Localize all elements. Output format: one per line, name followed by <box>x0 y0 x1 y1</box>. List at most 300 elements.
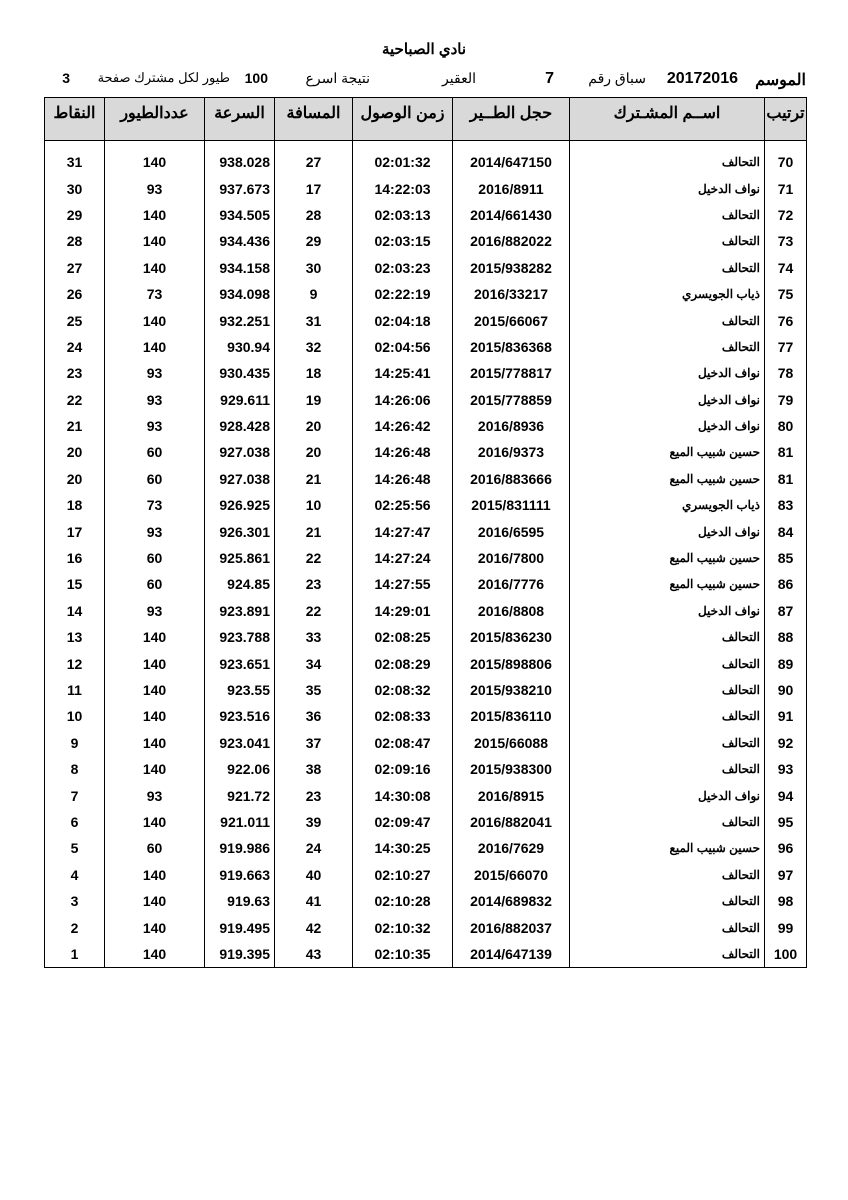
header-rank: ترتيب <box>765 98 807 141</box>
cell-speed: 927.038 <box>205 439 275 465</box>
cell-points: 21 <box>45 413 105 439</box>
cell-arrival-time: 14:27:47 <box>353 518 453 544</box>
cell-rank: 84 <box>765 518 807 544</box>
cell-arrival-time: 02:25:56 <box>353 492 453 518</box>
cell-bird-ring: 2015/66070 <box>453 862 570 888</box>
cell-participant-name: ذياب الجويسري <box>570 492 765 518</box>
cell-points: 27 <box>45 255 105 281</box>
cell-bird-count: 140 <box>105 202 205 228</box>
cell-points: 22 <box>45 387 105 413</box>
cell-points: 30 <box>45 175 105 201</box>
table-row <box>45 466 807 492</box>
page-number: 3 <box>62 70 70 86</box>
cell-bird-ring: 2014/647150 <box>453 149 570 175</box>
cell-points: 15 <box>45 571 105 597</box>
cell-arrival-time: 02:10:32 <box>353 914 453 940</box>
table-row <box>45 650 807 676</box>
table-row <box>45 809 807 835</box>
cell-arrival-time: 02:10:35 <box>353 941 453 968</box>
cell-participant-name: نواف الدخيل <box>570 518 765 544</box>
cell-distance: 42 <box>275 914 353 940</box>
cell-bird-ring: 2015/938300 <box>453 756 570 782</box>
cell-arrival-time: 14:30:25 <box>353 835 453 861</box>
cell-rank: 88 <box>765 624 807 650</box>
cell-bird-ring: 2015/836368 <box>453 334 570 360</box>
cell-participant-name: حسين شبيب الميع <box>570 466 765 492</box>
cell-speed: 928.428 <box>205 413 275 439</box>
cell-bird-ring: 2016/882041 <box>453 809 570 835</box>
cell-rank: 80 <box>765 413 807 439</box>
cell-rank: 76 <box>765 307 807 333</box>
cell-participant-name: ذياب الجويسري <box>570 281 765 307</box>
cell-speed: 919.663 <box>205 862 275 888</box>
header-arrival-time: زمن الوصول <box>353 98 453 141</box>
cell-rank: 77 <box>765 334 807 360</box>
header-points: النقاط <box>45 98 105 141</box>
cell-arrival-time: 14:26:48 <box>353 466 453 492</box>
cell-participant-name: نواف الدخيل <box>570 598 765 624</box>
cell-rank: 78 <box>765 360 807 386</box>
cell-participant-name: حسين شبيب الميع <box>570 571 765 597</box>
table-row <box>45 862 807 888</box>
cell-distance: 23 <box>275 571 353 597</box>
cell-arrival-time: 02:22:19 <box>353 281 453 307</box>
cell-bird-ring: 2016/8936 <box>453 413 570 439</box>
table-row <box>45 941 807 968</box>
cell-speed: 934.158 <box>205 255 275 281</box>
cell-distance: 31 <box>275 307 353 333</box>
cell-rank: 79 <box>765 387 807 413</box>
cell-speed: 926.301 <box>205 518 275 544</box>
cell-participant-name: التحالف <box>570 228 765 254</box>
cell-rank: 96 <box>765 835 807 861</box>
cell-bird-ring: 2016/7629 <box>453 835 570 861</box>
cell-rank: 81 <box>765 439 807 465</box>
birds-per-member-label: طيور لكل مشترك صفحة <box>97 70 230 85</box>
cell-bird-ring: 2015/898806 <box>453 650 570 676</box>
cell-distance: 23 <box>275 782 353 808</box>
cell-arrival-time: 14:26:06 <box>353 387 453 413</box>
cell-bird-ring: 2016/883666 <box>453 466 570 492</box>
cell-arrival-time: 02:04:18 <box>353 307 453 333</box>
cell-bird-count: 140 <box>105 941 205 968</box>
cell-bird-count: 60 <box>105 545 205 571</box>
cell-rank: 92 <box>765 730 807 756</box>
cell-arrival-time: 02:10:28 <box>353 888 453 914</box>
table-row <box>45 492 807 518</box>
cell-bird-count: 140 <box>105 703 205 729</box>
table-row <box>45 835 807 861</box>
cell-participant-name: التحالف <box>570 650 765 676</box>
cell-speed: 923.55 <box>205 677 275 703</box>
cell-arrival-time: 14:26:48 <box>353 439 453 465</box>
table-row <box>45 598 807 624</box>
cell-points: 10 <box>45 703 105 729</box>
cell-bird-count: 140 <box>105 307 205 333</box>
cell-participant-name: التحالف <box>570 862 765 888</box>
cell-participant-name: التحالف <box>570 941 765 968</box>
table-row <box>45 360 807 386</box>
cell-speed: 927.038 <box>205 466 275 492</box>
cell-distance: 20 <box>275 439 353 465</box>
cell-bird-count: 93 <box>105 387 205 413</box>
table-row <box>45 703 807 729</box>
cell-participant-name: التحالف <box>570 809 765 835</box>
cell-points: 31 <box>45 149 105 175</box>
cell-rank: 73 <box>765 228 807 254</box>
cell-rank: 99 <box>765 914 807 940</box>
cell-arrival-time: 14:22:03 <box>353 175 453 201</box>
race-location: العقير <box>442 70 476 86</box>
cell-bird-count: 60 <box>105 835 205 861</box>
cell-rank: 97 <box>765 862 807 888</box>
cell-points: 17 <box>45 518 105 544</box>
table-row <box>45 677 807 703</box>
cell-speed: 934.436 <box>205 228 275 254</box>
cell-bird-count: 140 <box>105 650 205 676</box>
cell-bird-ring: 2016/882022 <box>453 228 570 254</box>
cell-points: 26 <box>45 281 105 307</box>
cell-rank: 81 <box>765 466 807 492</box>
cell-bird-ring: 2015/938210 <box>453 677 570 703</box>
header-participant-name: اســم المشـترك <box>570 98 765 141</box>
header-bird-count: عددالطيور <box>105 98 205 141</box>
cell-rank: 91 <box>765 703 807 729</box>
table-row <box>45 571 807 597</box>
cell-bird-count: 73 <box>105 281 205 307</box>
table-row <box>45 307 807 333</box>
cell-points: 29 <box>45 202 105 228</box>
result-label: نتيجة اسرع <box>305 70 370 86</box>
cell-participant-name: التحالف <box>570 730 765 756</box>
cell-distance: 27 <box>275 149 353 175</box>
cell-distance: 18 <box>275 360 353 386</box>
table-row <box>45 439 807 465</box>
cell-distance: 21 <box>275 466 353 492</box>
cell-participant-name: التحالف <box>570 756 765 782</box>
header-spacer-row <box>45 141 807 150</box>
cell-speed: 923.516 <box>205 703 275 729</box>
cell-participant-name: التحالف <box>570 149 765 175</box>
table-row <box>45 413 807 439</box>
table-row <box>45 281 807 307</box>
cell-points: 5 <box>45 835 105 861</box>
table-row <box>45 914 807 940</box>
cell-bird-count: 60 <box>105 571 205 597</box>
table-row <box>45 782 807 808</box>
cell-points: 11 <box>45 677 105 703</box>
cell-distance: 30 <box>275 255 353 281</box>
cell-bird-count: 140 <box>105 149 205 175</box>
cell-points: 7 <box>45 782 105 808</box>
cell-speed: 937.673 <box>205 175 275 201</box>
cell-points: 16 <box>45 545 105 571</box>
cell-distance: 17 <box>275 175 353 201</box>
cell-participant-name: حسين شبيب الميع <box>570 835 765 861</box>
header-distance: المسافة <box>275 98 353 141</box>
cell-participant-name: التحالف <box>570 307 765 333</box>
cell-rank: 89 <box>765 650 807 676</box>
cell-speed: 921.72 <box>205 782 275 808</box>
cell-rank: 83 <box>765 492 807 518</box>
result-count: 100 <box>244 70 268 86</box>
table-row <box>45 730 807 756</box>
cell-points: 13 <box>45 624 105 650</box>
cell-participant-name: التحالف <box>570 914 765 940</box>
cell-distance: 10 <box>275 492 353 518</box>
cell-participant-name: نواف الدخيل <box>570 387 765 413</box>
cell-speed: 930.94 <box>205 334 275 360</box>
cell-bird-ring: 2014/661430 <box>453 202 570 228</box>
cell-arrival-time: 14:30:08 <box>353 782 453 808</box>
cell-participant-name: التحالف <box>570 255 765 281</box>
cell-rank: 85 <box>765 545 807 571</box>
cell-bird-count: 93 <box>105 598 205 624</box>
cell-points: 28 <box>45 228 105 254</box>
table-row <box>45 518 807 544</box>
cell-participant-name: حسين شبيب الميع <box>570 545 765 571</box>
cell-bird-ring: 2015/778817 <box>453 360 570 386</box>
cell-bird-count: 140 <box>105 624 205 650</box>
cell-arrival-time: 02:08:25 <box>353 624 453 650</box>
cell-bird-count: 140 <box>105 730 205 756</box>
cell-points: 2 <box>45 914 105 940</box>
race-info-bar <box>44 68 806 92</box>
cell-speed: 923.788 <box>205 624 275 650</box>
cell-participant-name: التحالف <box>570 202 765 228</box>
cell-arrival-time: 02:08:32 <box>353 677 453 703</box>
cell-distance: 37 <box>275 730 353 756</box>
cell-participant-name: التحالف <box>570 624 765 650</box>
cell-arrival-time: 02:08:29 <box>353 650 453 676</box>
cell-points: 4 <box>45 862 105 888</box>
cell-distance: 35 <box>275 677 353 703</box>
cell-speed: 925.861 <box>205 545 275 571</box>
cell-bird-count: 140 <box>105 228 205 254</box>
cell-speed: 921.011 <box>205 809 275 835</box>
cell-bird-count: 140 <box>105 677 205 703</box>
cell-arrival-time: 14:29:01 <box>353 598 453 624</box>
race-number: 7 <box>545 70 554 87</box>
cell-arrival-time: 14:26:42 <box>353 413 453 439</box>
cell-arrival-time: 02:03:23 <box>353 255 453 281</box>
cell-bird-ring: 2015/836110 <box>453 703 570 729</box>
cell-bird-count: 93 <box>105 782 205 808</box>
cell-distance: 9 <box>275 281 353 307</box>
table-row <box>45 149 807 175</box>
cell-points: 9 <box>45 730 105 756</box>
cell-distance: 34 <box>275 650 353 676</box>
cell-distance: 32 <box>275 334 353 360</box>
cell-speed: 923.041 <box>205 730 275 756</box>
table-row <box>45 387 807 413</box>
cell-participant-name: نواف الدخيل <box>570 175 765 201</box>
cell-points: 20 <box>45 439 105 465</box>
cell-bird-ring: 2016/9373 <box>453 439 570 465</box>
cell-speed: 923.891 <box>205 598 275 624</box>
header-speed: السرعة <box>205 98 275 141</box>
cell-bird-ring: 2016/7776 <box>453 571 570 597</box>
cell-speed: 919.395 <box>205 941 275 968</box>
cell-bird-count: 93 <box>105 518 205 544</box>
table-row <box>45 888 807 914</box>
cell-bird-ring: 2015/66088 <box>453 730 570 756</box>
cell-bird-ring: 2014/689832 <box>453 888 570 914</box>
cell-bird-ring: 2016/8915 <box>453 782 570 808</box>
cell-rank: 86 <box>765 571 807 597</box>
cell-speed: 934.505 <box>205 202 275 228</box>
cell-bird-count: 73 <box>105 492 205 518</box>
cell-arrival-time: 02:10:27 <box>353 862 453 888</box>
cell-rank: 74 <box>765 255 807 281</box>
cell-participant-name: التحالف <box>570 677 765 703</box>
cell-arrival-time: 02:04:56 <box>353 334 453 360</box>
table-row <box>45 255 807 281</box>
cell-distance: 24 <box>275 835 353 861</box>
cell-rank: 93 <box>765 756 807 782</box>
cell-distance: 22 <box>275 598 353 624</box>
season-value: 20172016 <box>666 70 738 87</box>
cell-speed: 926.925 <box>205 492 275 518</box>
cell-speed: 919.986 <box>205 835 275 861</box>
cell-speed: 919.63 <box>205 888 275 914</box>
cell-points: 1 <box>45 941 105 968</box>
cell-bird-count: 140 <box>105 334 205 360</box>
race-label: سباق رقم <box>588 70 646 86</box>
cell-bird-count: 140 <box>105 888 205 914</box>
cell-bird-ring: 2016/882037 <box>453 914 570 940</box>
season-label: الموسم <box>755 72 806 89</box>
cell-bird-count: 140 <box>105 809 205 835</box>
cell-participant-name: نواف الدخيل <box>570 782 765 808</box>
cell-arrival-time: 02:08:47 <box>353 730 453 756</box>
cell-bird-count: 140 <box>105 756 205 782</box>
cell-points: 20 <box>45 466 105 492</box>
cell-arrival-time: 02:03:15 <box>353 228 453 254</box>
table-row <box>45 334 807 360</box>
table-row <box>45 545 807 571</box>
cell-distance: 40 <box>275 862 353 888</box>
cell-points: 25 <box>45 307 105 333</box>
header-bird-ring: حجل الطــير <box>453 98 570 141</box>
cell-points: 18 <box>45 492 105 518</box>
cell-bird-ring: 2014/647139 <box>453 941 570 968</box>
cell-speed: 919.495 <box>205 914 275 940</box>
cell-distance: 28 <box>275 202 353 228</box>
cell-distance: 38 <box>275 756 353 782</box>
cell-distance: 21 <box>275 518 353 544</box>
cell-points: 24 <box>45 334 105 360</box>
cell-speed: 938.028 <box>205 149 275 175</box>
table-row <box>45 756 807 782</box>
cell-rank: 87 <box>765 598 807 624</box>
cell-distance: 22 <box>275 545 353 571</box>
cell-bird-ring: 2016/8911 <box>453 175 570 201</box>
cell-bird-ring: 2015/66067 <box>453 307 570 333</box>
cell-speed: 922.06 <box>205 756 275 782</box>
cell-participant-name: حسين شبيب الميع <box>570 439 765 465</box>
table-row <box>45 624 807 650</box>
table-header <box>45 98 807 141</box>
table-row <box>45 175 807 201</box>
cell-bird-ring: 2016/8808 <box>453 598 570 624</box>
cell-arrival-time: 02:09:16 <box>353 756 453 782</box>
cell-rank: 70 <box>765 149 807 175</box>
cell-speed: 932.251 <box>205 307 275 333</box>
cell-points: 6 <box>45 809 105 835</box>
cell-points: 12 <box>45 650 105 676</box>
results-table <box>44 97 807 968</box>
cell-points: 23 <box>45 360 105 386</box>
cell-rank: 72 <box>765 202 807 228</box>
cell-bird-ring: 2015/778859 <box>453 387 570 413</box>
cell-arrival-time: 14:25:41 <box>353 360 453 386</box>
cell-distance: 41 <box>275 888 353 914</box>
cell-participant-name: التحالف <box>570 334 765 360</box>
cell-bird-count: 93 <box>105 360 205 386</box>
cell-points: 3 <box>45 888 105 914</box>
table-row <box>45 202 807 228</box>
cell-participant-name: نواف الدخيل <box>570 360 765 386</box>
cell-bird-count: 93 <box>105 175 205 201</box>
cell-rank: 94 <box>765 782 807 808</box>
cell-participant-name: نواف الدخيل <box>570 413 765 439</box>
cell-distance: 29 <box>275 228 353 254</box>
cell-points: 8 <box>45 756 105 782</box>
cell-bird-ring: 2015/831111 <box>453 492 570 518</box>
cell-bird-count: 93 <box>105 413 205 439</box>
cell-bird-ring: 2016/7800 <box>453 545 570 571</box>
cell-distance: 39 <box>275 809 353 835</box>
cell-bird-count: 60 <box>105 466 205 492</box>
cell-bird-count: 60 <box>105 439 205 465</box>
cell-bird-ring: 2015/938282 <box>453 255 570 281</box>
cell-rank: 95 <box>765 809 807 835</box>
cell-bird-count: 140 <box>105 914 205 940</box>
cell-rank: 100 <box>765 941 807 968</box>
cell-speed: 924.85 <box>205 571 275 597</box>
cell-distance: 36 <box>275 703 353 729</box>
cell-arrival-time: 14:27:24 <box>353 545 453 571</box>
cell-points: 14 <box>45 598 105 624</box>
cell-arrival-time: 02:03:13 <box>353 202 453 228</box>
cell-rank: 98 <box>765 888 807 914</box>
cell-bird-ring: 2016/33217 <box>453 281 570 307</box>
cell-arrival-time: 02:09:47 <box>353 809 453 835</box>
cell-arrival-time: 02:08:33 <box>353 703 453 729</box>
cell-participant-name: التحالف <box>570 888 765 914</box>
club-title: نادي الصباحية <box>381 41 467 58</box>
cell-distance: 20 <box>275 413 353 439</box>
cell-speed: 929.611 <box>205 387 275 413</box>
cell-bird-count: 140 <box>105 862 205 888</box>
cell-distance: 33 <box>275 624 353 650</box>
cell-speed: 930.435 <box>205 360 275 386</box>
table-body <box>45 141 807 968</box>
cell-speed: 923.651 <box>205 650 275 676</box>
cell-bird-count: 140 <box>105 255 205 281</box>
cell-distance: 43 <box>275 941 353 968</box>
cell-bird-ring: 2015/836230 <box>453 624 570 650</box>
cell-distance: 19 <box>275 387 353 413</box>
cell-arrival-time: 02:01:32 <box>353 149 453 175</box>
cell-rank: 71 <box>765 175 807 201</box>
cell-rank: 75 <box>765 281 807 307</box>
cell-bird-ring: 2016/6595 <box>453 518 570 544</box>
cell-rank: 90 <box>765 677 807 703</box>
cell-arrival-time: 14:27:55 <box>353 571 453 597</box>
table-row <box>45 228 807 254</box>
